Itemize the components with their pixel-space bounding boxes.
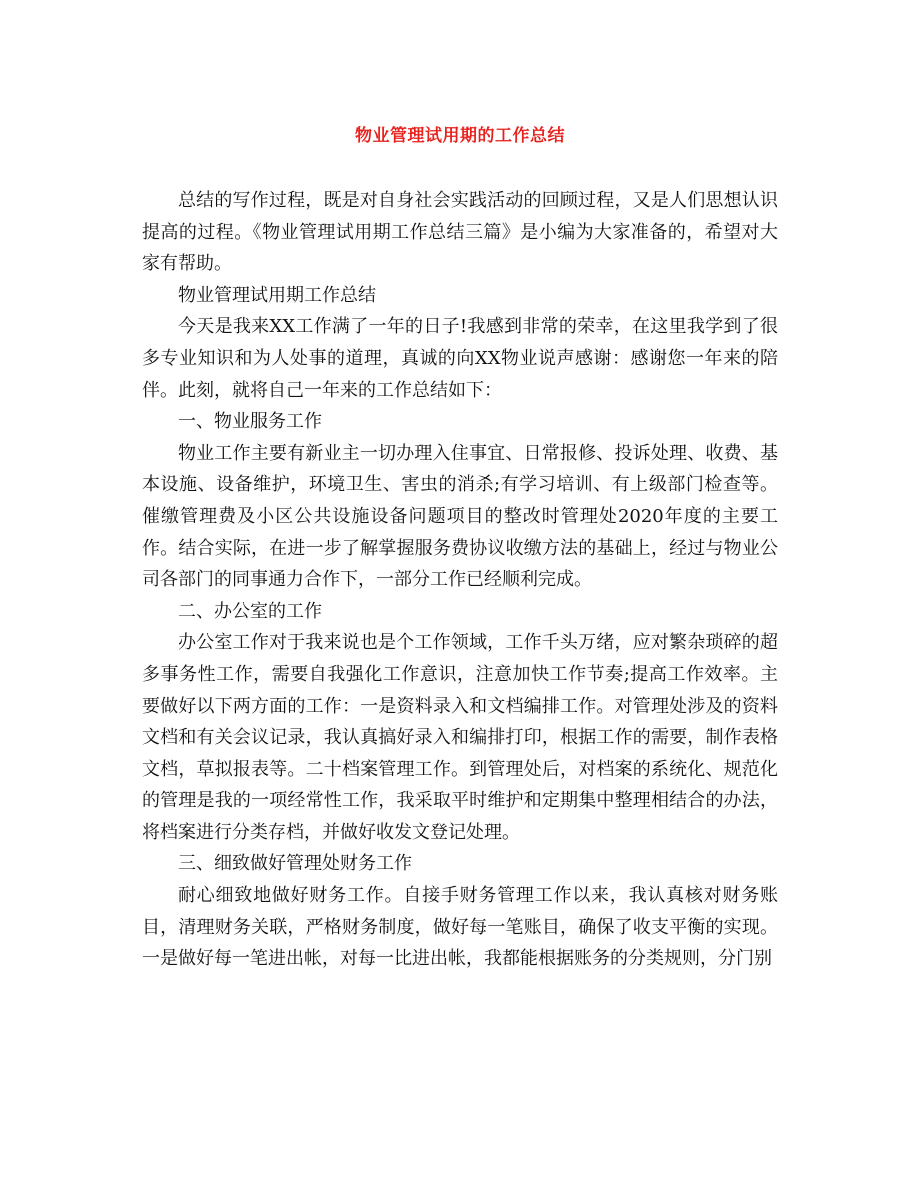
section-heading-finance-work: 三、细致做好管理处财务工作 (178, 853, 412, 875)
document-body (142, 185, 778, 975)
paragraph-office-work: 办公室工作对于我来说也是个工作领域，工作千头万绪，应对繁杂琐碎的超多事务性工作，需要自我强化工作意识，注意加快工作节奏;提高工作效率。主要做好以下两方面的工作：一是资料录入和文档编排工作。对管理处涉及的资料文档和有关会议记录，我认真搞好录入和编排打印，根据工作的需要，制作表格文档，草拟报表等。二十档案管理工作。到管理处后，对档案的系统化、规范化的管理是我的一项经常性工作，我采取平时维护和定期集中整理相结合的办法，将档案进行分类存档，并做好收发文登记处理。 (142, 632, 778, 843)
section-heading-property-service: 一、物业服务工作 (178, 411, 322, 433)
section-heading-office-work: 二、办公室的工作 (178, 600, 322, 622)
document-title: 物业管理试用期的工作总结 (355, 126, 565, 146)
paragraph-finance-work: 耐心细致地做好财务工作。自接手财务管理工作以来，我认真核对财务账目，清理财务关联，严格财务制度，做好每一笔账目，确保了收支平衡的实现。一是做好每一笔进出帐，对每一比进出帐，我都能根据账务的分类规则，分门别 (142, 885, 778, 970)
paragraph-opening: 今天是我来XX工作满了一年的日子!我感到非常的荣幸，在这里我学到了很多专业知识和为人处事的道理，真诚的向XX物业说声感谢：感谢您一年来的陪伴。此刻，就将自己一年来的工作总结如下： (142, 316, 778, 401)
paragraph-property-service: 物业工作主要有新业主一切办理入住事宜、日常报修、投诉处理、收费、基本设施、设备维护，环境卫生、害虫的消杀;有学习培训、有上级部门检查等。催缴管理费及小区公共设施设备问题项目的整改时管理处2020年度的主要工作。结合实际，在进一步了解掌握服务费协议收缴方法的基础上，经过与物业公司各部门的同事通力合作下，一部分工作已经顺利完成。 (142, 442, 778, 591)
paragraph-intro: 总结的写作过程，既是对自身社会实践活动的回顾过程，又是人们思想认识提高的过程。《物业管理试用期工作总结三篇》是小编为大家准备的，希望对大家有帮助。 (142, 190, 778, 275)
paragraph-subtitle: 物业管理试用期工作总结 (178, 284, 376, 306)
